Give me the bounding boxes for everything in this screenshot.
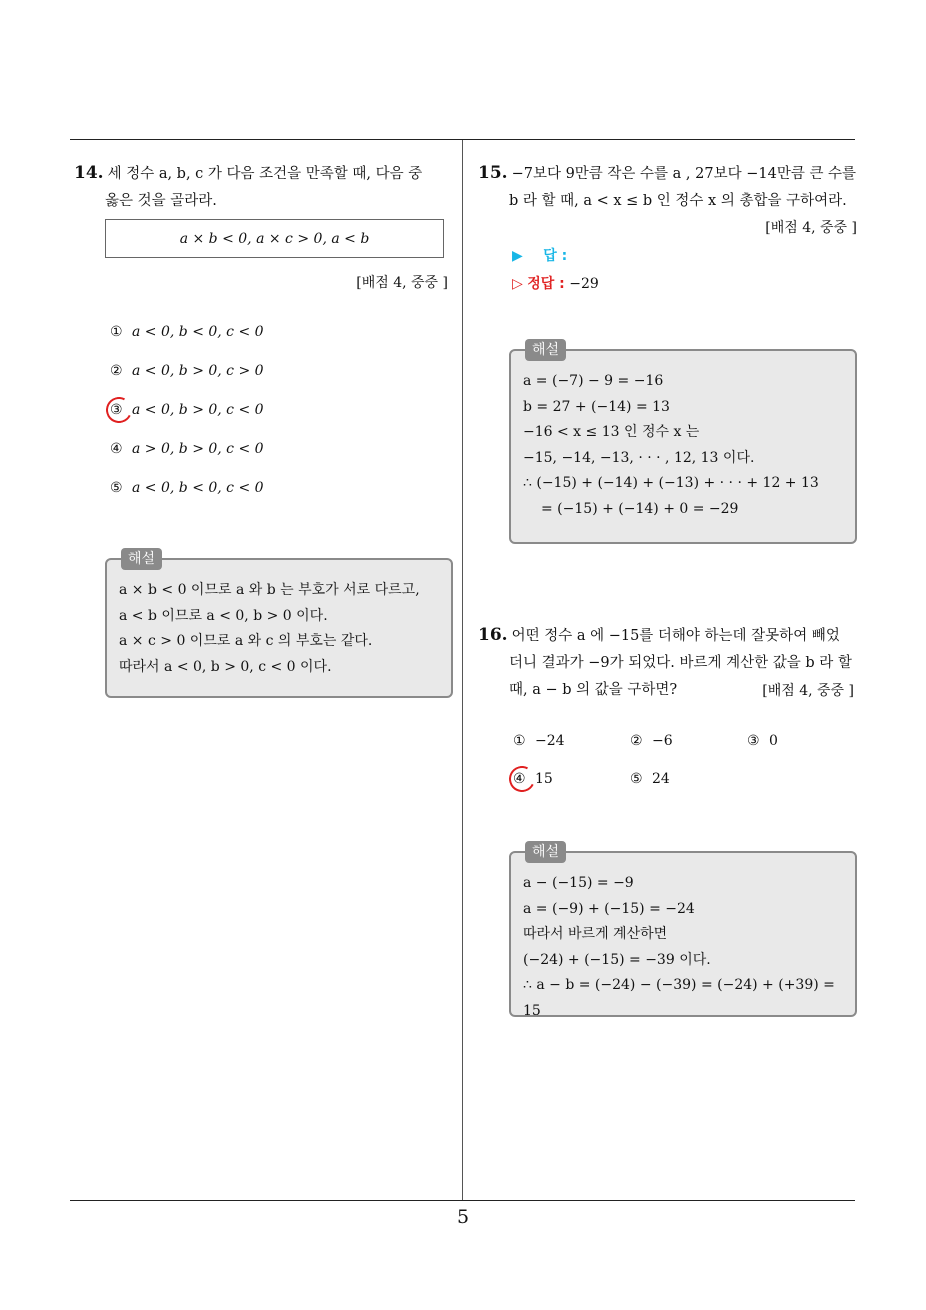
solution-line: ∴ a − b = (−24) − (−39) = (−24) + (+39) = 15 [523, 977, 835, 1019]
question-15 [478, 160, 863, 215]
choice-text: 24 [652, 771, 670, 787]
choice-4[interactable] [110, 439, 264, 459]
choice-text: a > 0, b > 0, c < 0 [132, 441, 264, 457]
question-text-line1: −7보다 9만큼 작은 수를 a , 27보다 −14만큼 큰 수를 [511, 166, 857, 182]
solution-line: = (−15) + (−14) + 0 = −29 [541, 500, 739, 517]
condition-text: a × b < 0, a × c > 0, a < b [179, 230, 370, 247]
solution-line: −15, −14, −13, · · · , 12, 13 이다. [523, 449, 755, 466]
choice-3[interactable] [110, 400, 264, 420]
question-number: 15. [478, 163, 508, 183]
choice-text: a < 0, b < 0, c < 0 [132, 480, 264, 496]
solution-box-16 [509, 844, 857, 1019]
choice-1[interactable] [110, 322, 264, 342]
bottom-rule [70, 1200, 855, 1201]
choice-2[interactable] [630, 731, 673, 751]
solution-line: (−24) + (−15) = −39 이다. [523, 951, 711, 968]
question-text-line1: 어떤 정수 a 에 −15를 더해야 하는데 잘못하여 빼었 [511, 628, 840, 644]
solution-line: a = (−9) + (−15) = −24 [523, 900, 695, 917]
choice-number: ⑤ [110, 480, 123, 496]
question-number: 16. [478, 625, 508, 645]
choice-5[interactable] [630, 769, 670, 789]
answer-mark-circle [506, 763, 539, 796]
solution-line: −16 < x ≤ 13 인 정수 x 는 [523, 424, 700, 440]
solution-line: a = (−7) − 9 = −16 [523, 373, 664, 389]
correct-answer-value: −29 [569, 276, 599, 292]
solution-line: a × c > 0 이므로 a 와 c 의 부호는 같다. [119, 633, 373, 649]
solution-tag: 해설 [525, 339, 566, 361]
solution-box-15 [509, 342, 857, 544]
choice-text: 0 [769, 733, 778, 749]
choice-number: ④ [110, 441, 123, 457]
solution-box-14 [105, 551, 453, 698]
question-text-line2: 옳은 것을 골라라. [105, 193, 217, 209]
choice-number: ① [513, 733, 526, 749]
choice-number: ① [110, 324, 123, 340]
score-label: [배점 4, 중중 ] [765, 220, 857, 236]
solution-line: a × b < 0 이므로 a 와 b 는 부호가 서로 다르고, [119, 582, 420, 598]
correct-answer-label: 정답 : [527, 276, 565, 292]
page-number: 5 [456, 1206, 470, 1228]
correct-answer-line [512, 274, 599, 294]
choice-text: a < 0, b > 0, c < 0 [132, 402, 264, 418]
solution-line: 따라서 a < 0, b > 0, c < 0 이다. [119, 658, 332, 675]
solution-line: a − (−15) = −9 [523, 875, 634, 891]
choice-1[interactable] [513, 731, 565, 751]
choice-text: a < 0, b < 0, c < 0 [132, 324, 264, 340]
choice-text: 15 [535, 771, 553, 787]
answer-line [512, 246, 567, 266]
solution-tag: 해설 [525, 841, 566, 863]
choice-number: ② [110, 363, 123, 379]
condition-box [105, 219, 444, 258]
choice-text: a < 0, b > 0, c > 0 [132, 363, 264, 379]
question-text-line2: b 라 할 때, a < x ≤ b 인 정수 x 의 총합을 구하여라. [509, 193, 847, 209]
solution-line: b = 27 + (−14) = 13 [523, 398, 670, 415]
question-text-line1: 세 정수 a, b, c 가 다음 조건을 만족할 때, 다음 중 [107, 166, 423, 182]
choice-number: ② [630, 733, 643, 749]
question-text-line3: 때, a − b 의 값을 구하면? [509, 682, 678, 698]
score-label: [배점 4, 중중 ] [762, 683, 854, 699]
solution-tag: 해설 [121, 548, 162, 570]
question-14 [74, 160, 459, 215]
solution-line: ∴ (−15) + (−14) + (−13) + · · · + 12 + 13 [523, 475, 819, 491]
choice-number: ⑤ [630, 771, 643, 787]
choice-2[interactable] [110, 361, 264, 381]
answer-label: 답 : [543, 248, 568, 264]
choice-text: −24 [535, 733, 565, 749]
column-divider [462, 140, 463, 1201]
choice-number: ③ [747, 733, 760, 749]
solution-line: 따라서 바르게 계산하면 [523, 926, 668, 942]
choice-5[interactable] [110, 478, 264, 498]
solution-line: a < b 이므로 a < 0, b > 0 이다. [119, 607, 328, 624]
answer-mark-circle [103, 394, 136, 427]
choice-number: ③ [110, 402, 123, 418]
play-triangle-icon: ▶ [512, 248, 523, 264]
choice-3[interactable] [747, 731, 778, 751]
choice-number: ④ [513, 771, 526, 787]
choice-text: −6 [652, 733, 673, 749]
question-number: 14. [74, 163, 104, 183]
score-label: [배점 4, 중중 ] [356, 275, 448, 291]
question-text-line2: 더니 결과가 −9가 되었다. 바르게 계산한 값을 b 라 할 [509, 655, 852, 671]
outline-triangle-icon: ▷ [512, 276, 523, 292]
